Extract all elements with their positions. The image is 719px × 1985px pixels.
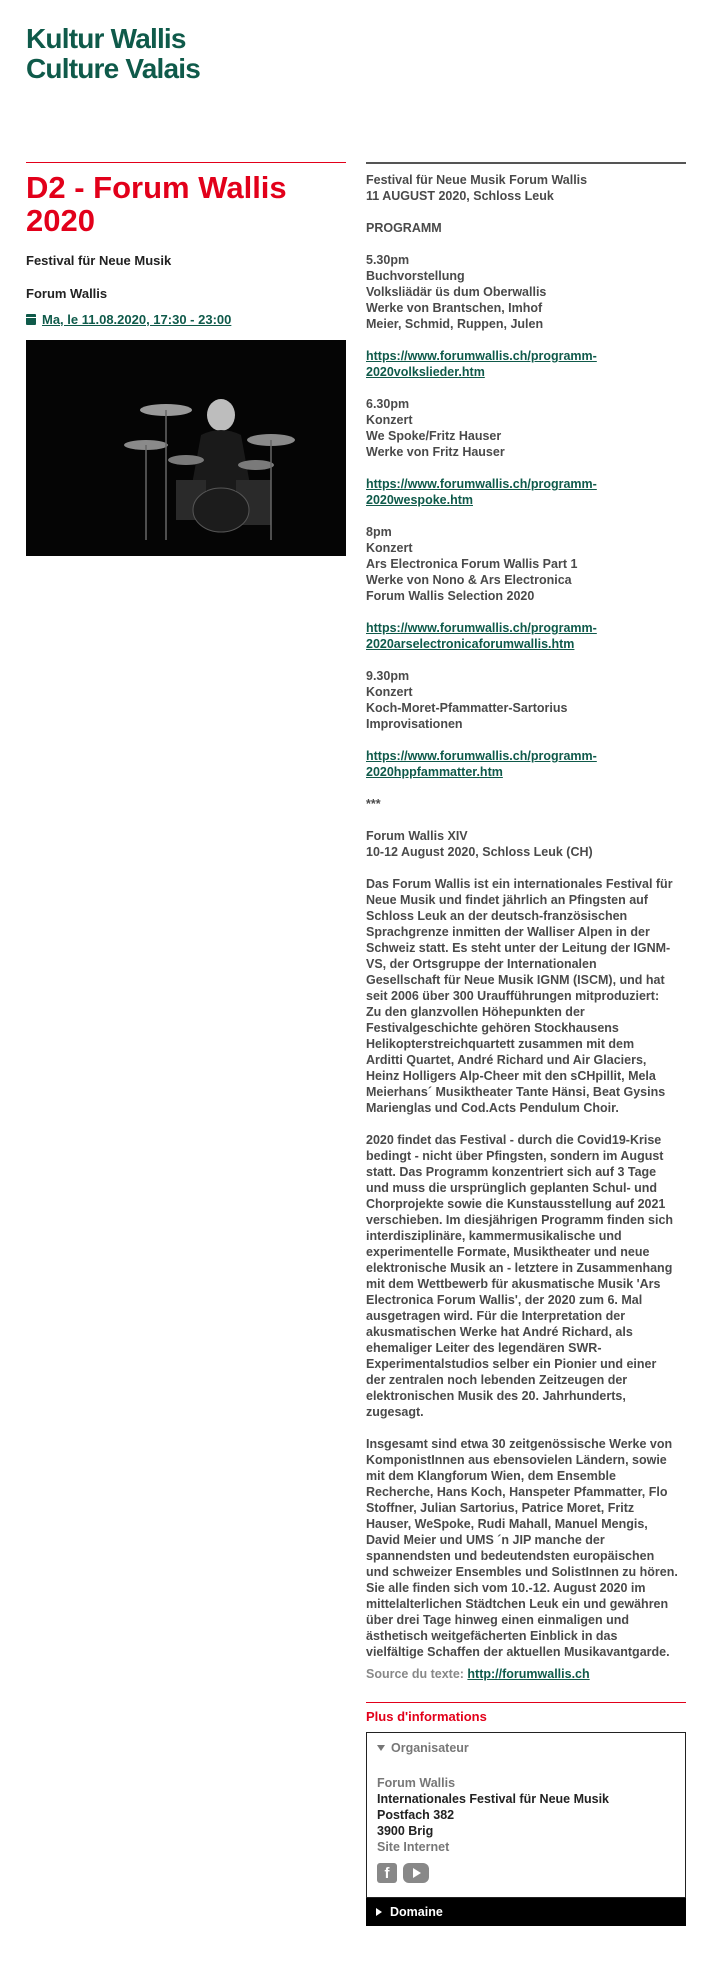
paragraph-line: Zu den glanzvollen Höhepunkten der [366,1005,585,1019]
organizer-panel [366,1732,686,1898]
paragraph-line: Stoffner, Julian Sartorius, Patrice Moret, Fritz [366,1501,635,1515]
paragraph-line: Neue Musik und findet jährlich an Pfingsten auf [366,893,648,907]
paragraph-line: interdisziplinäre, kammermusikalische und [366,1229,622,1243]
paragraph-line: Hauser, WeSpoke, Rudi Mahall, Manuel Mengis, [366,1517,648,1531]
site-logo[interactable] [26,24,200,84]
website-link[interactable]: Site Internet [377,1840,450,1854]
paragraph [366,1132,686,1420]
org-address-2: 3900 Brig [377,1824,434,1838]
more-info-heading: Plus d'informations [366,1709,487,1724]
org-address-1: Postfach 382 [377,1808,455,1822]
paragraph-line: KomponistInnen aus ebensovielen Ländern, sowie [366,1453,667,1467]
paragraph-line: Experimentalstudios selber ein Pionier und einer [366,1357,657,1371]
calendar-icon [26,314,36,325]
paragraph-line: mit dem Wettbewerb für akusmatische Musik 'Ars [366,1277,661,1291]
paragraph-line: Marienglas und Cod.Acts Pendulum Choir. [366,1101,619,1115]
paragraph-line: Electronica Forum Wallis', der 2020 zum 6. Mal [366,1293,643,1307]
paragraph-line: VS, der Ortsgruppe der Internationalen [366,957,597,971]
org-name: Forum Wallis [377,1776,456,1790]
separator: *** [366,797,381,811]
event-title: D2 - Forum Wallis 2020 [26,170,287,238]
domain-label: Domaine [390,1905,443,1919]
paragraph-line: 2020 findet das Festival - durch die Covid19-Krise [366,1133,662,1147]
event-date: Ma, le 11.08.2020, 17:30 - 23:00 [42,312,232,327]
source-label: Source du texte: [366,1667,464,1681]
description-header-1: Festival für Neue Musik Forum Wallis [366,173,588,187]
organizer-toggle[interactable] [377,1741,675,1755]
description-header-2: 11 AUGUST 2020, Schloss Leuk [366,189,554,203]
paragraph-line: Sie alle finden sich vom 10.-12. August 2020 im [366,1581,646,1595]
org-full-name: Internationales Festival für Neue Musik [377,1792,610,1806]
paragraph-line: Chorprojekte sowie die Kunstausstellung auf 2021 [366,1197,666,1211]
paragraph-line: Meierhans´ Musiktheater Tante Hänsi, Beat Gysins [366,1085,666,1099]
program-item: 8pm Konzert Ars Electronica Forum Wallis Part 1 Werke von Nono & Ars Electronica Forum Wallis Selection 2020 [366,525,578,603]
programm-heading: PROGRAMM [366,221,442,235]
paragraph-line: David Meier und UMS ´n JIP manche der [366,1533,605,1547]
source-line [366,1666,686,1682]
youtube-icon[interactable] [403,1863,429,1883]
chevron-right-icon [376,1908,382,1916]
divider [366,162,686,164]
paragraph [366,1436,686,1660]
program-item: 9.30pm Konzert Koch-Moret-Pfammatter-Sartorius Improvisationen [366,669,568,731]
program-link[interactable]: https://www.forumwallis.ch/programm- 2020arselectronicaforumwallis.htm [366,621,597,651]
program-link[interactable]: https://www.forumwallis.ch/programm- 2020volkslieder.htm [366,349,597,379]
event-sidebar [26,162,346,556]
event-subtitle: Festival für Neue Musik [26,253,172,268]
program-item: 5.30pm Buchvorstellung Volksliädär üs dum Oberwallis Werke von Brantschen, Imhof Meier, Schmid, Ruppen, Julen [366,253,547,331]
paragraph-line: Arditti Quartet, André Richard und Air Glaciers, [366,1053,647,1067]
paragraph-line: verschieben. Im diesjährigen Programm finden sich [366,1213,674,1227]
festival-dates: 10-12 August 2020, Schloss Leuk (CH) [366,845,593,859]
paragraph [366,876,686,1116]
paragraph-line: statt. Das Programm konzentriert sich auf 3 Tage [366,1165,657,1179]
paragraph-line: der zentralen noch lebenden Zeitzeugen der [366,1373,628,1387]
facebook-icon[interactable]: f [377,1863,397,1883]
program-link[interactable]: https://www.forumwallis.ch/programm- 2020wespoke.htm [366,477,597,507]
domain-toggle[interactable] [366,1898,686,1926]
paragraph-line: ehemaliger Leiter des legendären SWR- [366,1341,602,1355]
logo-line-fr: Culture Valais [26,53,200,84]
paragraph-line: ausgetragen wird. Für die Interpretation der [366,1309,626,1323]
paragraph-line: Das Forum Wallis ist ein internationales Festival für [366,877,673,891]
paragraph-line: Schweiz statt. Es steht unter der Leitung der IGNM- [366,941,671,955]
event-date-link[interactable] [26,312,346,327]
paragraph-line: spannendsten und bedeutendsten europäischen [366,1549,655,1563]
paragraph-line: akusmatischen Werke hat André Richard, als [366,1325,633,1339]
paragraph-line: und schweizer Ensembles und SolistInnen zu hören. [366,1565,678,1579]
paragraph-line: mit dem Klangforum Wien, dem Ensemble [366,1469,616,1483]
logo-line-de: Kultur Wallis [26,23,186,54]
paragraph-line: Insgesamt sind etwa 30 zeitgenössische Werke von [366,1437,673,1451]
paragraph-line: ästhetisch weitgefächerten Einblick in das [366,1629,618,1643]
paragraph-line: bedingt - nicht über Pfingsten, sondern im August [366,1149,664,1163]
paragraph-line: und muss die ursprünglich geplanten Schul- und [366,1181,657,1195]
paragraph-line: Sprachgrenze inmitten der Walliser Alpen in der [366,925,650,939]
paragraph-line: Festivalgeschichte gehören Stockhausens [366,1021,619,1035]
source-link[interactable]: http://forumwallis.ch [467,1667,590,1681]
paragraph-line: elektronischen Musik des 20. Jahrhunderts, [366,1389,626,1403]
divider [366,1702,686,1703]
paragraph-line: Helikopterstreichquartett zusammen mit dem [366,1037,635,1051]
paragraph-line: seit 2006 über 300 Uraufführungen mitproduziert: [366,989,660,1003]
paragraph-line: zugesagt. [366,1405,424,1419]
chevron-down-icon [377,1745,385,1751]
paragraph-line: Recherche, Hans Koch, Hanspeter Pfammatter, Flo [366,1485,668,1499]
paragraph-line: Gesellschaft für Neue Musik IGNM (ISCM), und hat [366,973,665,987]
paragraph-line: über drei Tage hinweg einen einmaligen und [366,1613,630,1627]
paragraph-line: vielfältige Schaffen der aktuellen Musikavantgarde. [366,1645,670,1659]
drummer-photo-icon [26,340,346,556]
event-photo [26,340,346,556]
paragraph-line: experimentelle Formate, Musiktheater und neue [366,1245,650,1259]
event-description [366,162,686,1926]
program-link[interactable]: https://www.forumwallis.ch/programm- 2020hppfammatter.htm [366,749,597,779]
divider [26,162,346,163]
organizer-heading: Organisateur [391,1741,469,1755]
festival-name: Forum Wallis XIV [366,829,468,843]
program-item: 6.30pm Konzert We Spoke/Fritz Hauser Werke von Fritz Hauser [366,397,505,459]
paragraph-line: mittelalterlichen Städtchen Leuk ein und gewähren [366,1597,669,1611]
paragraph-line: elektronische Musik an - letztere in Zusammenhang [366,1261,673,1275]
paragraph-line: Schloss Leuk an der deutsch-französischen [366,909,628,923]
paragraph-line: Heinz Holligers Alp-Cheer mit den sCHpillit, Mela [366,1069,656,1083]
event-organizer: Forum Wallis [26,286,108,301]
